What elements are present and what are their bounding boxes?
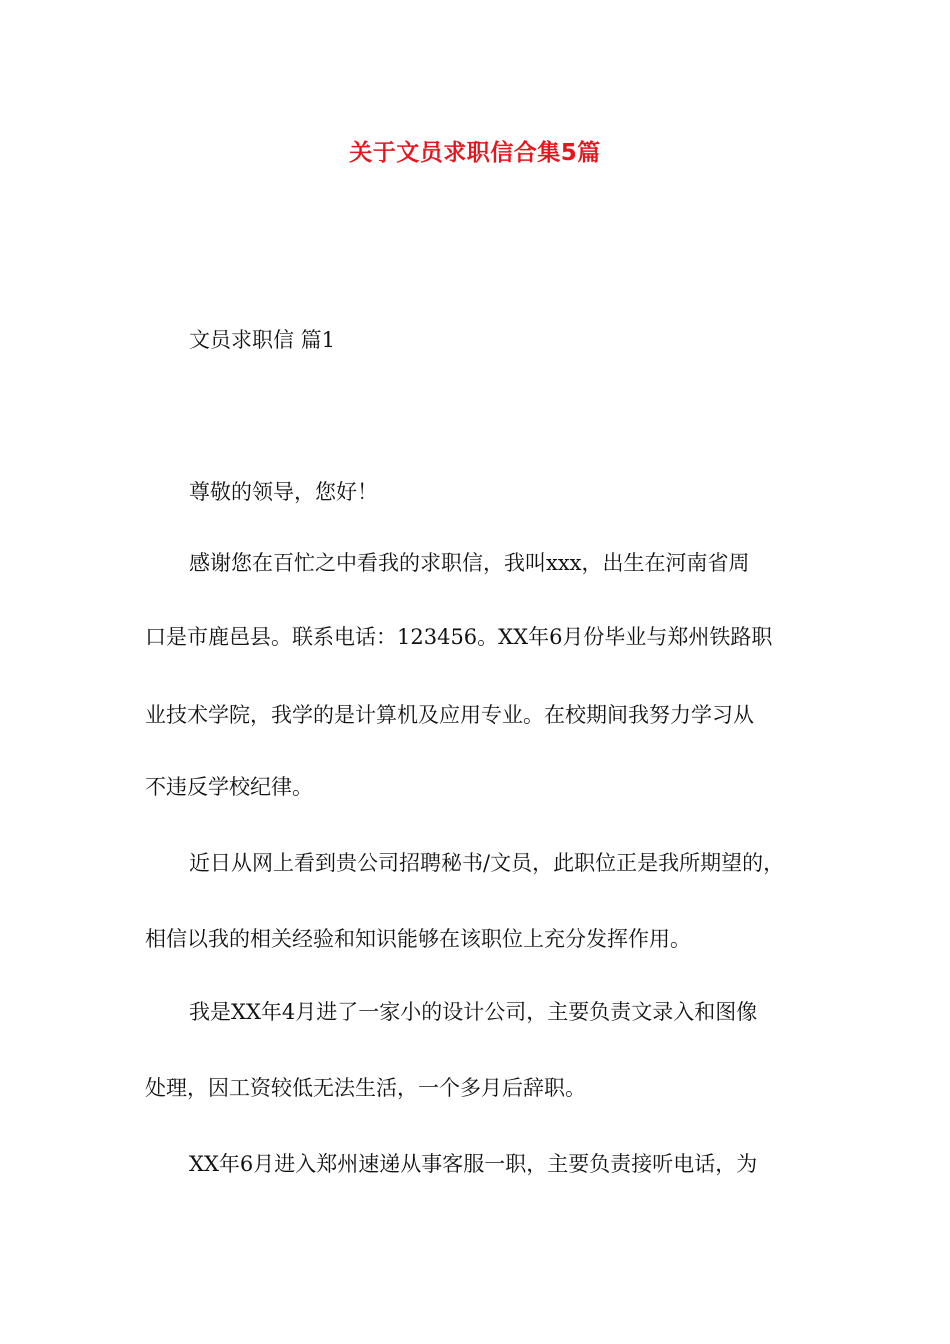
section-heading: 文员求职信 篇1	[189, 328, 336, 352]
paragraph-line: 口是市鹿邑县。联系电话：123456。XX年6月份毕业与郑州铁路职	[145, 625, 773, 649]
paragraph-line: 尊敬的领导，您好！	[189, 480, 378, 504]
paragraph-line: 不违反学校纪律。	[145, 775, 313, 799]
paragraph-line: 我是XX年4月进了一家小的设计公司，主要负责文录入和图像	[189, 1000, 758, 1024]
paragraph-line: 处理，因工资较低无法生活，一个多月后辞职。	[145, 1076, 586, 1100]
paragraph-line: 感谢您在百忙之中看我的求职信，我叫xxx，出生在河南省周	[189, 551, 750, 575]
paragraph-line: 近日从网上看到贵公司招聘秘书/文员，此职位正是我所期望的，	[189, 851, 785, 875]
paragraph-line: 业技术学院，我学的是计算机及应用专业。在校期间我努力学习从	[145, 703, 754, 727]
paragraph-line: XX年6月进入郑州速递从事客服一职，主要负责接听电话，为	[189, 1152, 758, 1176]
paragraph-line: 相信以我的相关经验和知识能够在该职位上充分发挥作用。	[145, 927, 691, 951]
document-title: 关于文员求职信合集5篇	[349, 140, 601, 166]
